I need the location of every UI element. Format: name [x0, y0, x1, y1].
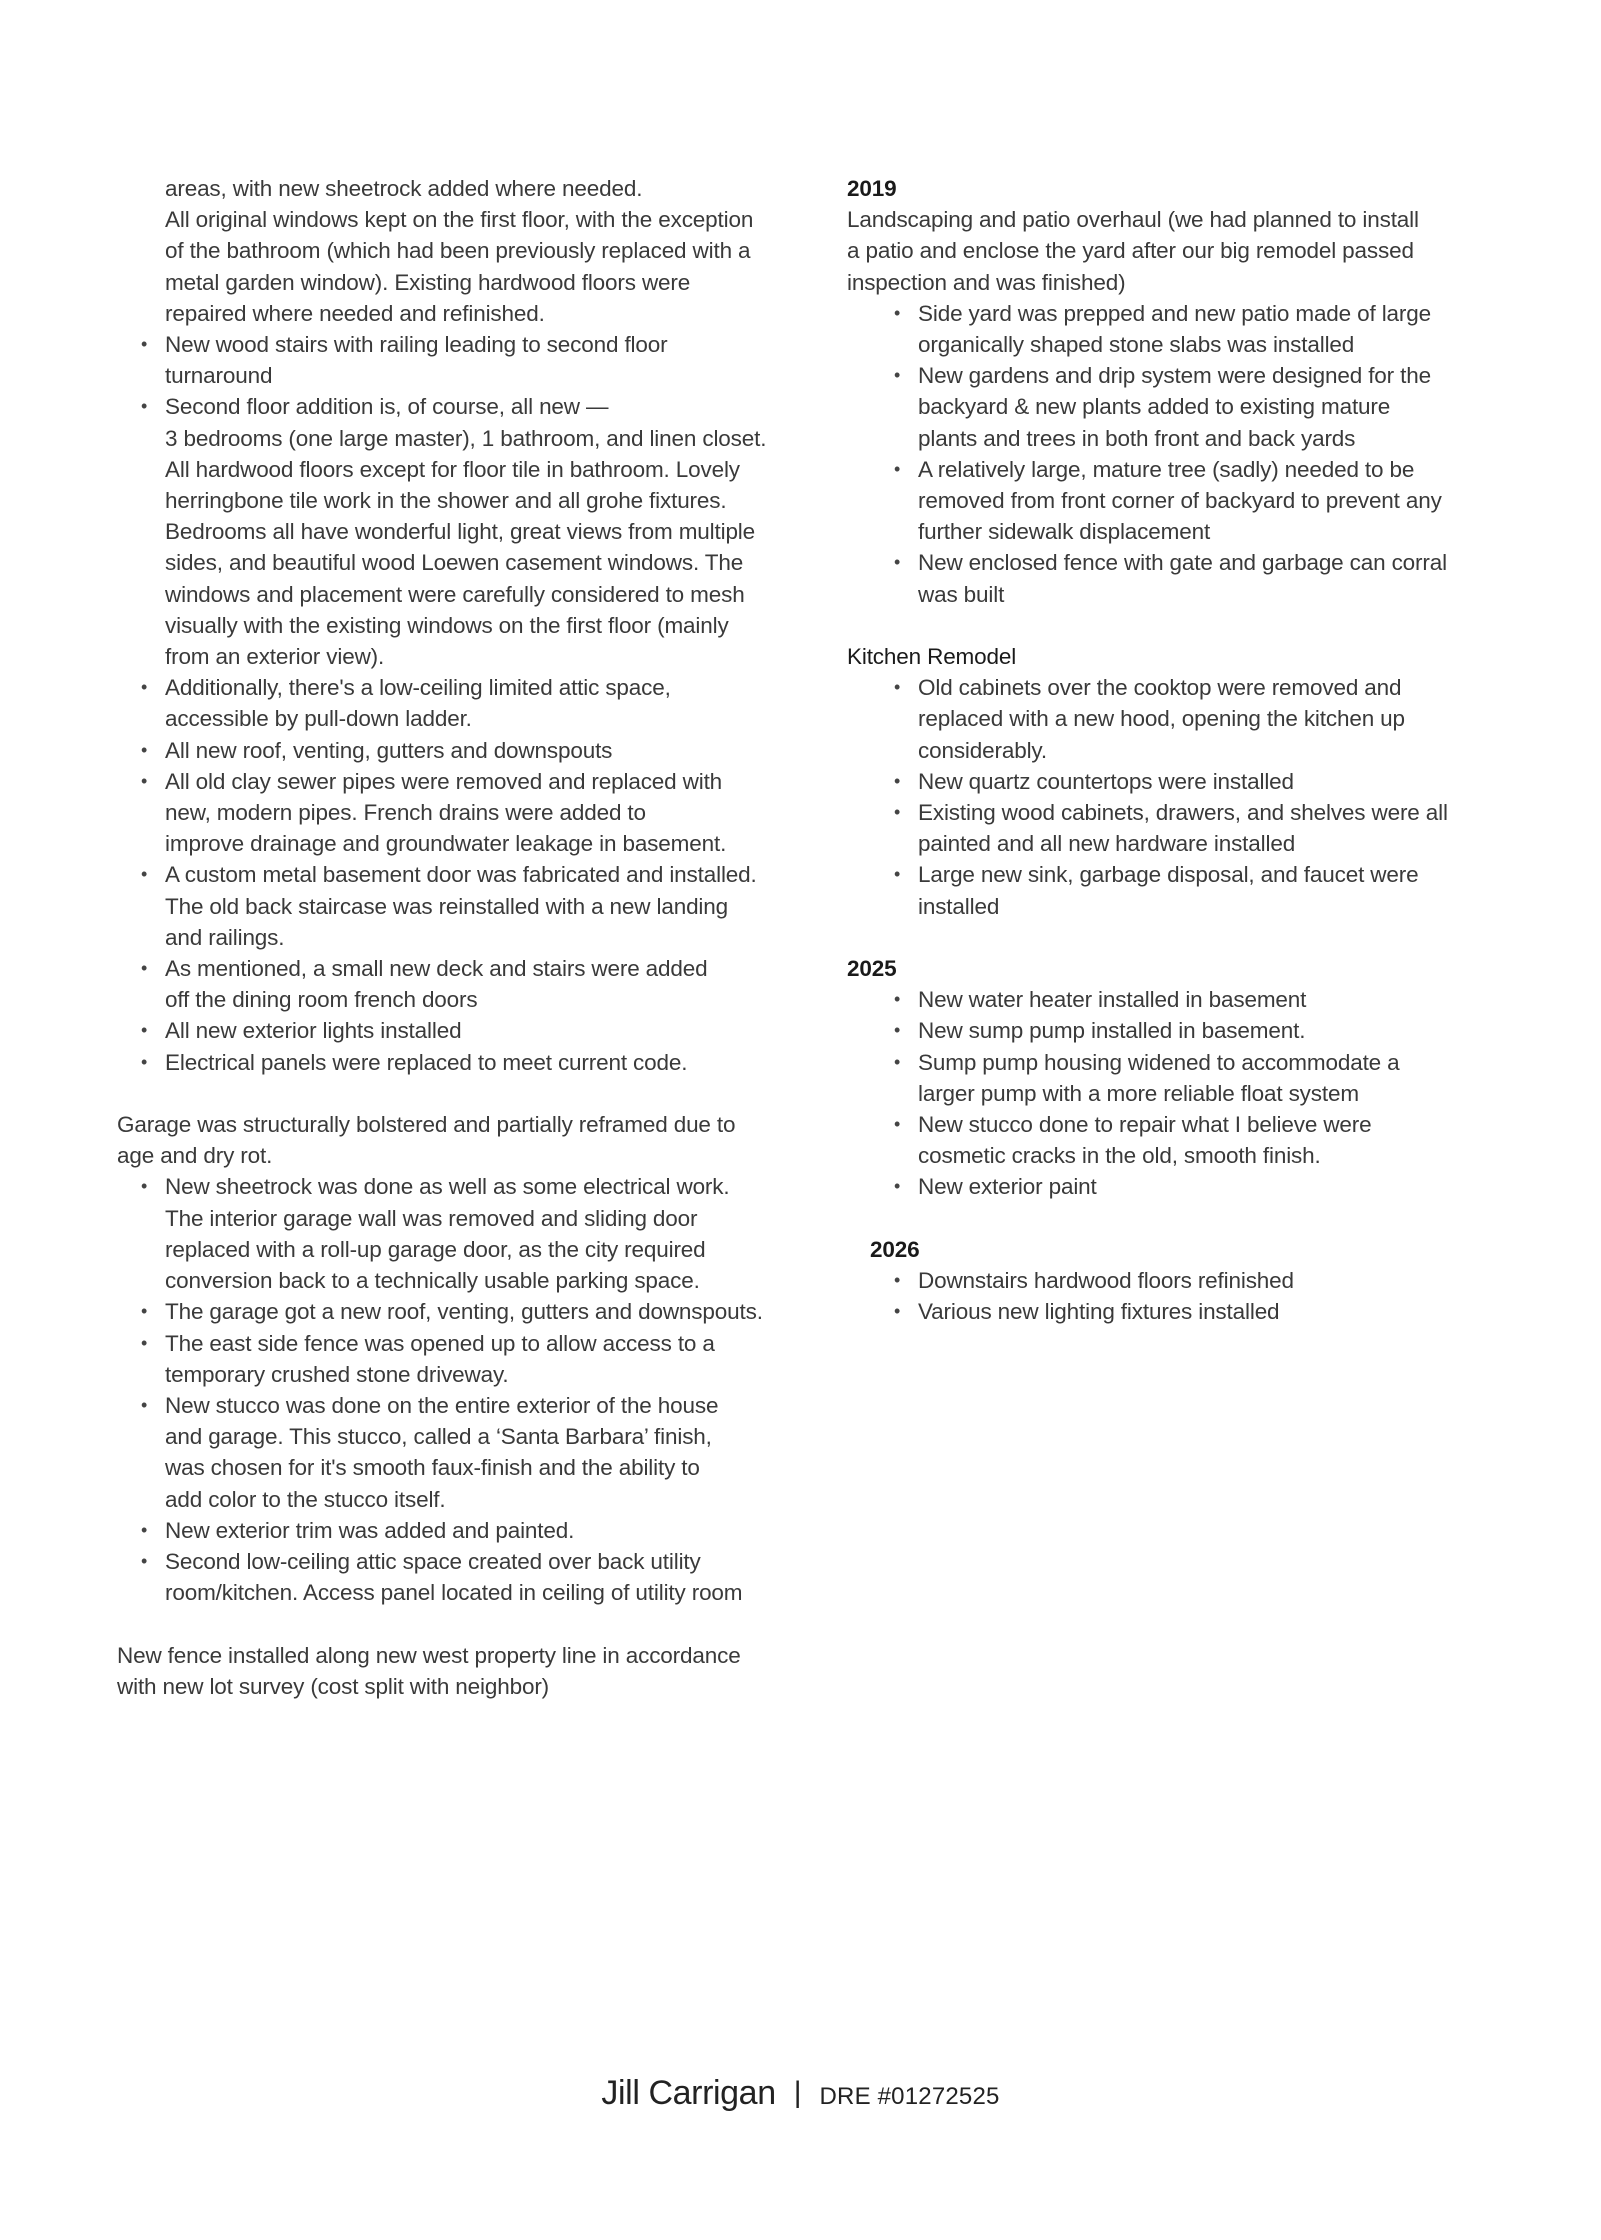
text-line: conversion back to a technically usable parking space. — [165, 1268, 700, 1294]
text-line: Garage was structurally bolstered and partially reframed due to — [117, 1112, 736, 1138]
text-line: • Sump pump housing widened to accommodate a — [918, 1049, 1400, 1075]
text-line: • Existing wood cabinets, drawers, and shelves were all — [918, 800, 1448, 826]
list-item — [918, 797, 1547, 859]
text-line: from an exterior view). — [165, 644, 385, 670]
list-item — [165, 859, 832, 953]
text-line: was built — [918, 581, 1005, 607]
list-item — [918, 1015, 1547, 1046]
text-line: removed from front corner of backyard to prevent any — [918, 488, 1442, 514]
text-line: • Side yard was prepped and new patio made of large — [918, 300, 1431, 326]
text-line: new, modern pipes. French drains were added to — [165, 800, 646, 826]
list-item — [918, 1047, 1547, 1109]
text-line: backyard & new plants added to existing mature — [918, 394, 1391, 420]
text-line: • New quartz countertops were installed — [918, 768, 1294, 794]
text-line: room/kitchen. Access panel located in ceiling of utility room — [165, 1580, 743, 1606]
year-heading-2026: 2026 — [870, 1236, 920, 1262]
list-item — [918, 1171, 1547, 1202]
text-line: replaced with a new hood, opening the kitchen up — [918, 706, 1405, 732]
text-line: metal garden window). Existing hardwood floors were — [165, 269, 691, 295]
text-line: • The east side fence was opened up to allow access to a — [165, 1330, 715, 1356]
text-line: • New sheetrock was done as well as some electrical work. — [165, 1174, 730, 1200]
list-item — [918, 766, 1547, 797]
text-line: • New exterior paint — [918, 1174, 1097, 1200]
list-item — [918, 672, 1547, 766]
list-item — [918, 984, 1547, 1015]
spacer — [117, 1078, 832, 1109]
text-line: accessible by pull-down ladder. — [165, 706, 472, 732]
text-line: was chosen for it's smooth faux-finish and the ability to — [165, 1455, 700, 1481]
text-line: • New enclosed fence with gate and garbage can corral — [918, 550, 1447, 576]
list-item — [918, 360, 1547, 454]
list-item — [918, 1109, 1547, 1171]
list-item — [165, 1515, 832, 1546]
list-2026 — [847, 1265, 1547, 1327]
text-line: • New wood stairs with railing leading to second floor — [165, 332, 668, 358]
text-line: installed — [918, 893, 1000, 919]
text-line: • New gardens and drip system were designed for the — [918, 363, 1431, 389]
list-item — [918, 454, 1547, 548]
footer — [0, 2074, 1601, 2113]
text-line: • New stucco done to repair what I believe were — [918, 1112, 1372, 1138]
list-item — [165, 329, 832, 391]
list-item — [918, 1265, 1547, 1296]
text-line: • New water heater installed in basement — [918, 987, 1307, 1013]
text-line: • New stucco was done on the entire exterior of the house — [165, 1392, 719, 1418]
text-line: New fence installed along new west property line in accordance — [117, 1642, 741, 1668]
text-line: All hardwood floors except for floor tile in bathroom. Lovely — [165, 456, 740, 482]
text-line: • New exterior trim was added and painted. — [165, 1517, 575, 1543]
text-line: • A relatively large, mature tree (sadly) needed to be — [918, 456, 1415, 482]
spacer — [847, 610, 1547, 641]
list-item — [918, 1296, 1547, 1327]
text-line: repaired where needed and refinished. — [165, 300, 545, 326]
list-item — [165, 1015, 832, 1046]
text-line: of the bathroom (which had been previously replaced with a — [165, 238, 751, 264]
text-line: with new lot survey (cost split with neighbor) — [117, 1673, 550, 1699]
text-line: areas, with new sheetrock added where needed. — [165, 176, 643, 201]
text-line: • All new roof, venting, gutters and downspouts — [165, 737, 613, 763]
text-line: add color to the stucco itself. — [165, 1486, 446, 1512]
text-line: inspection and was finished) — [847, 269, 1126, 295]
list-item — [165, 735, 832, 766]
list-2025 — [847, 984, 1547, 1202]
text-line: further sidewalk displacement — [918, 519, 1211, 545]
list-item — [918, 859, 1547, 921]
footer-separator: | — [793, 2076, 802, 2109]
year-heading-2019: 2019 — [847, 176, 897, 201]
list-item — [165, 391, 832, 672]
spacer — [117, 1608, 832, 1639]
list-item — [165, 1047, 832, 1078]
text-line: visually with the existing windows on the first floor (mainly — [165, 612, 729, 638]
house-remodel-list — [117, 329, 832, 1078]
list-item — [918, 547, 1547, 609]
text-line: • Electrical panels were replaced to meet current code. — [165, 1049, 688, 1075]
text-line: • New sump pump installed in basement. — [918, 1018, 1306, 1044]
text-line: • Various new lighting fixtures installed — [918, 1299, 1280, 1325]
text-line: Landscaping and patio overhaul (we had planned to install — [847, 207, 1419, 233]
intro-continuation — [165, 173, 832, 329]
list-item — [165, 1328, 832, 1390]
text-line: organically shaped stone slabs was installed — [918, 332, 1355, 358]
list-item — [165, 672, 832, 734]
text-line: and garage. This stucco, called a ‘Santa Barbara’ finish, — [165, 1424, 712, 1450]
text-line: • All new exterior lights installed — [165, 1018, 462, 1044]
text-line: • Second floor addition is, of course, all new — — [165, 394, 609, 420]
list-item — [918, 298, 1547, 360]
fence-paragraph — [117, 1640, 832, 1702]
text-line: • Downstairs hardwood floors refinished — [918, 1268, 1294, 1294]
text-line: turnaround — [165, 363, 273, 389]
list-item — [165, 1546, 832, 1608]
text-line: considerably. — [918, 737, 1047, 763]
spacer — [847, 1203, 1547, 1234]
text-line: age and dry rot. — [117, 1143, 273, 1169]
text-line: off the dining room french doors — [165, 987, 478, 1013]
text-line: a patio and enclose the yard after our big remodel passed — [847, 238, 1414, 264]
text-line: • Large new sink, garbage disposal, and faucet were — [918, 862, 1419, 888]
text-line: • Second low-ceiling attic space created over back utility — [165, 1548, 701, 1574]
left-column — [117, 173, 832, 1702]
list-item — [165, 766, 832, 860]
text-line: • Old cabinets over the cooktop were removed and — [918, 675, 1402, 701]
text-line: herringbone tile work in the shower and all grohe fixtures. — [165, 488, 727, 514]
text-line: All original windows kept on the first floor, with the exception — [165, 207, 754, 233]
text-line: improve drainage and groundwater leakage in basement. — [165, 831, 727, 857]
list-item — [165, 953, 832, 1015]
text-line: sides, and beautiful wood Loewen casement windows. The — [165, 550, 744, 576]
list-item — [165, 1171, 832, 1296]
text-line: larger pump with a more reliable float system — [918, 1080, 1359, 1106]
spacer — [847, 922, 1547, 953]
right-column — [847, 173, 1547, 1327]
landscaping-list — [847, 298, 1547, 610]
text-line: Bedrooms all have wonderful light, great views from multiple — [165, 519, 756, 545]
text-line: plants and trees in both front and back yards — [918, 425, 1356, 451]
text-line: • Additionally, there's a low-ceiling limited attic space, — [165, 675, 671, 701]
text-line: The old back staircase was reinstalled with a new landing — [165, 893, 729, 919]
text-line: painted and all new hardware installed — [918, 831, 1296, 857]
year-heading-2025: 2025 — [847, 956, 897, 982]
kitchen-list — [847, 672, 1547, 922]
text-line: and railings. — [165, 924, 285, 950]
text-line: • The garage got a new roof, venting, gutters and downspouts. — [165, 1299, 763, 1325]
text-line: • All old clay sewer pipes were removed and replaced with — [165, 768, 723, 794]
text-line: • A custom metal basement door was fabricated and installed. — [165, 862, 757, 888]
landscaping-intro — [847, 204, 1547, 298]
kitchen-remodel-heading: Kitchen Remodel — [847, 644, 1017, 670]
agent-name: Jill Carrigan — [601, 2074, 776, 2112]
dre-license-number: DRE #01272525 — [819, 2083, 1000, 2110]
garage-list — [117, 1171, 832, 1608]
text-line: • As mentioned, a small new deck and stairs were added — [165, 956, 708, 982]
text-line: temporary crushed stone driveway. — [165, 1361, 509, 1387]
text-line: The interior garage wall was removed and sliding door — [165, 1205, 698, 1231]
garage-intro — [117, 1109, 832, 1171]
text-line: windows and placement were carefully considered to mesh — [165, 581, 745, 607]
text-line: 3 bedrooms (one large master), 1 bathroom, and linen closet. — [165, 425, 767, 451]
list-item — [165, 1390, 832, 1515]
list-item — [165, 1296, 832, 1327]
text-line: cosmetic cracks in the old, smooth finish. — [918, 1143, 1321, 1169]
text-line: replaced with a roll-up garage door, as the city required — [165, 1236, 706, 1262]
